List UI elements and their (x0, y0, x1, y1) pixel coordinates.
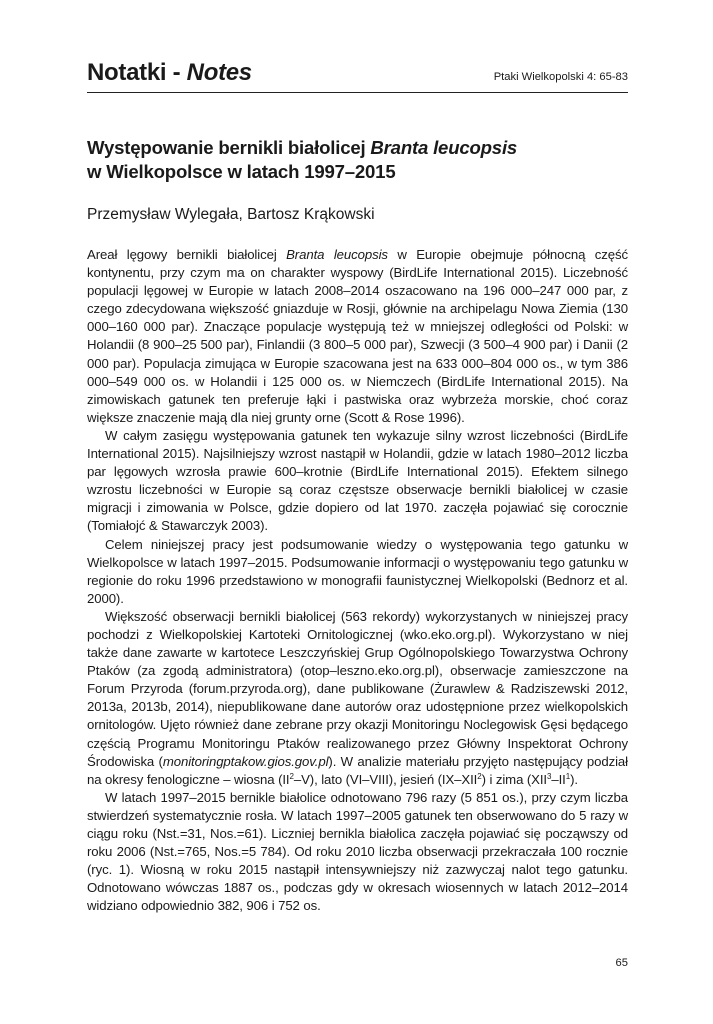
p4-url: monitoringptakow.gios.gov.pl (162, 753, 329, 769)
p1-text-a: Areał lęgowy bernikli białolicej (87, 247, 287, 262)
section-title-pl: Notatki - (87, 59, 187, 86)
article-title (87, 136, 628, 184)
page-number: 65 (615, 957, 628, 969)
paragraph-4 (87, 608, 628, 789)
paragraph-5: W latach 1997–2015 bernikle białolice odnotowano 796 razy (5 851 os.), przy czym liczba stwierdzeń systematycznie rosła. W latach 1997–2005 gatunek ten obserwowano do 5 razy w ciągu roku (Nst.=31, Nos.=61). Liczniej bernikla białolica zaczęła pojawiać się począwszy od roku 2006 (Nst.=765, Nos.=5 784). Od roku 2010 liczba obserwacji przekraczała 100 rocznie (ryc. 1). Wiosną w roku 2015 nastąpił intensywniejszy niż zazwyczaj nalot tego gatunku. Odnotowano wówczas 1887 os., podczas gdy w okresach wiosennych w latach 2012–2014 widziano odpowiednio 382, 906 i 752 os. (87, 789, 628, 914)
p1-text-b: w Europie obejmuje północną część kontynentu, przy czym ma on charakter wyspowy (BirdLife International 2015). Liczebność populacji lęgowej w Europie w latach 2008–2014 oszacowano na 196 000–247 000 par, z czego zdecydowana większość gniazduje w Rosji, głównie na archipelagu Nowa Ziemia (130 000–160 000 par). Znaczące populacje występują też w mniejszej odległości od Polski: w Holandii (8 900–25 500 par), Finlandii (3 800–5 000 par), Szwecji (3 500–4 900 par) i Danii (2 000 par). Populacja zimująca w Europie szacowana jest na 633 000–804 000 os., w tym 386 000–549 000 os. w Holandii i 125 000 os. w Niemczech (BirdLife International 2015). Na zimowiskach gatunek ten preferuje łąki i pastwiska oraz wybrzeża morskie, choć coraz większe znaczenie mają dla niej grunty orne (Scott & Rose 1996). (87, 247, 628, 425)
page-header (87, 58, 628, 93)
p4-text-e: –II (551, 771, 566, 787)
paragraph-3: Celem niniejszej pracy jest podsumowanie wiedzy o występowania tego gatunku w Wielkopolsce w latach 1997–2015. Podsumowanie informacji o występowaniu tego gatunku w regionie do roku 1996 przedstawiono w monografii faunistycznej Wielkopolski (Bednorz et al. 2000). (87, 536, 628, 606)
title-part1: Występowanie bernikli białolicej (87, 137, 371, 158)
p4-text-a: Większość obserwacji bernikli białolicej (563 rekordy) wykorzystanych w niniejszej pracy pochodzi z Wielkopolskiej Kartoteki Ornitologicznej (wko.eko.org.pl). Wykorzystano w niej także dane zawarte w kartotece Leszczyńskiej Grup Ogólnopolskiego Towarzystwa Ochrony Ptaków (za zgodą administratora) (otop–leszno.eko.org.pl), obserwacje zamieszczone na Forum Przyroda (forum.przyroda.org), dane publikowane (Żurawlew & Radziszewski 2012, 2013a, 2013b, 2014), niepublikowane dane autorów oraz udostępnione przez wielkopolskich ornitologów. Ujęto również dane zebrane przy okazji Monitoringu Noclegowisk Gęsi będącego częścią Programu Monitoringu Ptaków realizowanego przez Główny Inspektorat Ochrony Środowiska ( (87, 608, 628, 769)
title-part2: w Wielkopolsce w latach 1997–2015 (87, 161, 396, 182)
article-body (87, 246, 628, 915)
p4-sup-3: 3 (546, 771, 552, 781)
section-title (87, 58, 252, 88)
journal-reference: Ptaki Wielkopolski 4: 65-83 (493, 71, 628, 83)
p4-text-b: ). W analizie materiału przyjęto następujący podział na okresy fenologiczne – wiosna (II (87, 753, 628, 787)
p4-text-f: ). (570, 771, 578, 787)
p4-text-d: ) i zima (XII (481, 771, 547, 787)
paragraph-2: W całym zasięgu występowania gatunek ten wykazuje silny wzrost liczebności (BirdLife International 2015). Najsilniejszy wzrost nastąpił w Holandii, gdzie w latach 1980–2012 liczba par lęgowych wzrosła prawie 600–krotnie (BirdLife International 2015). Efektem silnego wzrostu liczebności w Europie są coraz częstsze obserwacje bernikli białolicej w czasie migracji i zimowania w Polsce, gdzie dopiero od lat 1970. zaczęła pojawiać się corocznie (Tomiałojć & Stawarczyk 2003). (87, 427, 628, 534)
p4-text-c: –V), lato (VI–VIII), jesień (IX–XII (293, 771, 478, 787)
p1-species: Branta leucopsis (286, 247, 388, 262)
authors: Przemysław Wylegała, Bartosz Krąkowski (87, 206, 375, 223)
section-title-en: Notes (186, 59, 252, 86)
title-species: Branta leucopsis (370, 137, 518, 158)
p4-sup-1: 2 (289, 771, 294, 781)
paragraph-1 (87, 246, 628, 427)
p4-sup-4: 1 (565, 771, 571, 781)
p4-sup-2: 2 (477, 771, 482, 781)
